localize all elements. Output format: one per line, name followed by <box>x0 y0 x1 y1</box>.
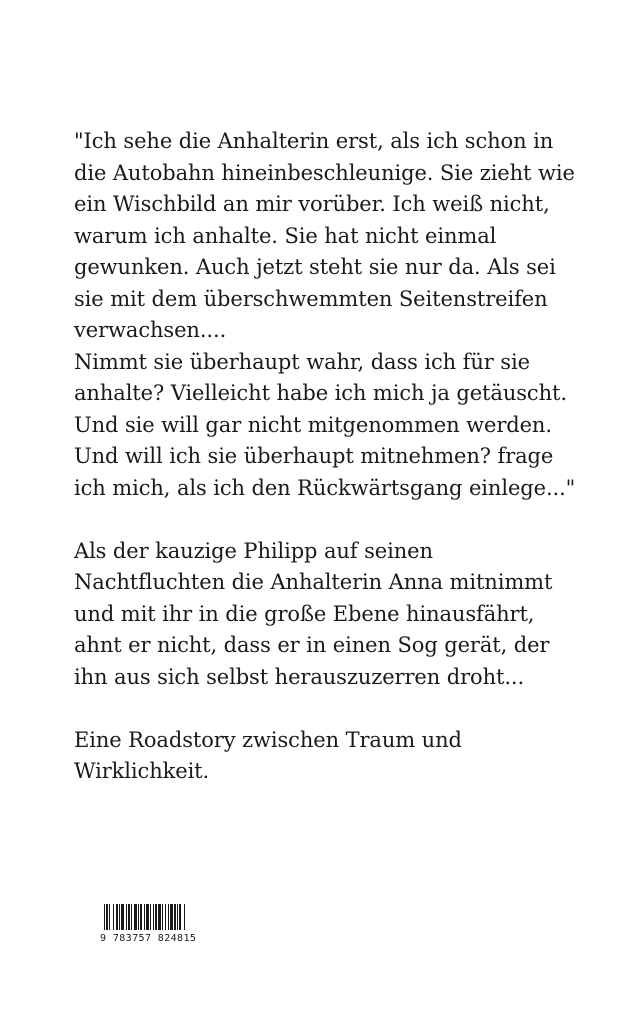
barcode-bar <box>116 904 118 930</box>
blurb-text <box>74 126 594 788</box>
barcode-bar <box>113 904 114 930</box>
text-line: ihn aus sich selbst herauszuzerren droht... <box>74 664 525 689</box>
barcode-bar <box>106 904 108 930</box>
barcode-bar <box>140 904 142 930</box>
isbn-digits: 9 783757 824815 <box>100 933 197 944</box>
blurb-quote-paragraph <box>74 126 594 504</box>
barcode-bar <box>128 904 130 930</box>
text-line: Nimmt sie überhaupt wahr, dass ich für sie <box>74 349 530 374</box>
barcode-bars-icon <box>100 904 228 932</box>
paragraph-gap <box>74 504 594 536</box>
text-line: Und will ich sie überhaupt mitnehmen? frage <box>74 444 554 468</box>
text-line: Und sie will gar nicht mitgenommen werden. <box>74 412 552 437</box>
barcode-bar <box>134 904 137 930</box>
barcode-bar <box>168 904 169 930</box>
text-line: ich mich, als ich den Rückwärtsgang einlege..." <box>74 475 576 500</box>
barcode-bar <box>150 904 151 930</box>
isbn-barcode <box>100 904 228 956</box>
barcode-bar <box>104 904 105 930</box>
barcode-bar <box>153 904 154 930</box>
barcode-bar <box>177 904 178 930</box>
text-line: "Ich sehe die Anhalterin erst, als ich schon in <box>74 129 554 153</box>
text-line: verwachsen.... <box>74 318 227 342</box>
barcode-bar <box>126 904 127 930</box>
barcode-bar <box>131 904 132 930</box>
barcode-bar <box>165 904 166 930</box>
barcode-bar <box>138 904 139 930</box>
text-line: gewunken. Auch jetzt steht sie nur da. Als sei <box>74 255 556 279</box>
barcode-bar <box>158 904 161 930</box>
text-line: warum ich anhalte. Sie hat nicht einmal <box>74 223 497 248</box>
barcode-bar <box>121 904 124 930</box>
paragraph-gap <box>74 693 594 725</box>
barcode-bar <box>179 904 181 930</box>
barcode-bar <box>155 904 157 930</box>
text-line: Eine Roadstory zwischen Traum und <box>74 727 462 752</box>
text-line: ein Wischbild an mir vorüber. Ich weiß nicht, <box>74 192 550 216</box>
barcode-bar <box>146 904 149 930</box>
text-line: sie mit dem überschwemmten Seitenstreifen <box>74 286 548 311</box>
barcode-bar <box>170 904 173 930</box>
text-line: Nachtfluchten die Anhalterin Anna mitnimmt <box>74 570 553 594</box>
barcode-bar <box>109 904 110 930</box>
blurb-summary-paragraph <box>74 536 594 694</box>
text-line: anhalte? Vielleicht habe ich mich ja getäuscht. <box>74 381 567 405</box>
text-line: Wirklichkeit. <box>74 759 210 783</box>
barcode-bar <box>184 904 185 930</box>
barcode-bar <box>162 904 163 930</box>
barcode-bar <box>174 904 176 930</box>
blurb-tagline-paragraph <box>74 725 594 788</box>
text-line: die Autobahn hineinbeschleunige. Sie zieht wie <box>74 160 575 185</box>
barcode-bar <box>119 904 120 930</box>
text-line: Als der kauzige Philipp auf seinen <box>74 538 433 563</box>
text-line: und mit ihr in die große Ebene hinausfährt, <box>74 601 535 626</box>
text-line: ahnt er nicht, dass er in einen Sog gerät, der <box>74 633 550 657</box>
barcode-bar <box>144 904 145 930</box>
